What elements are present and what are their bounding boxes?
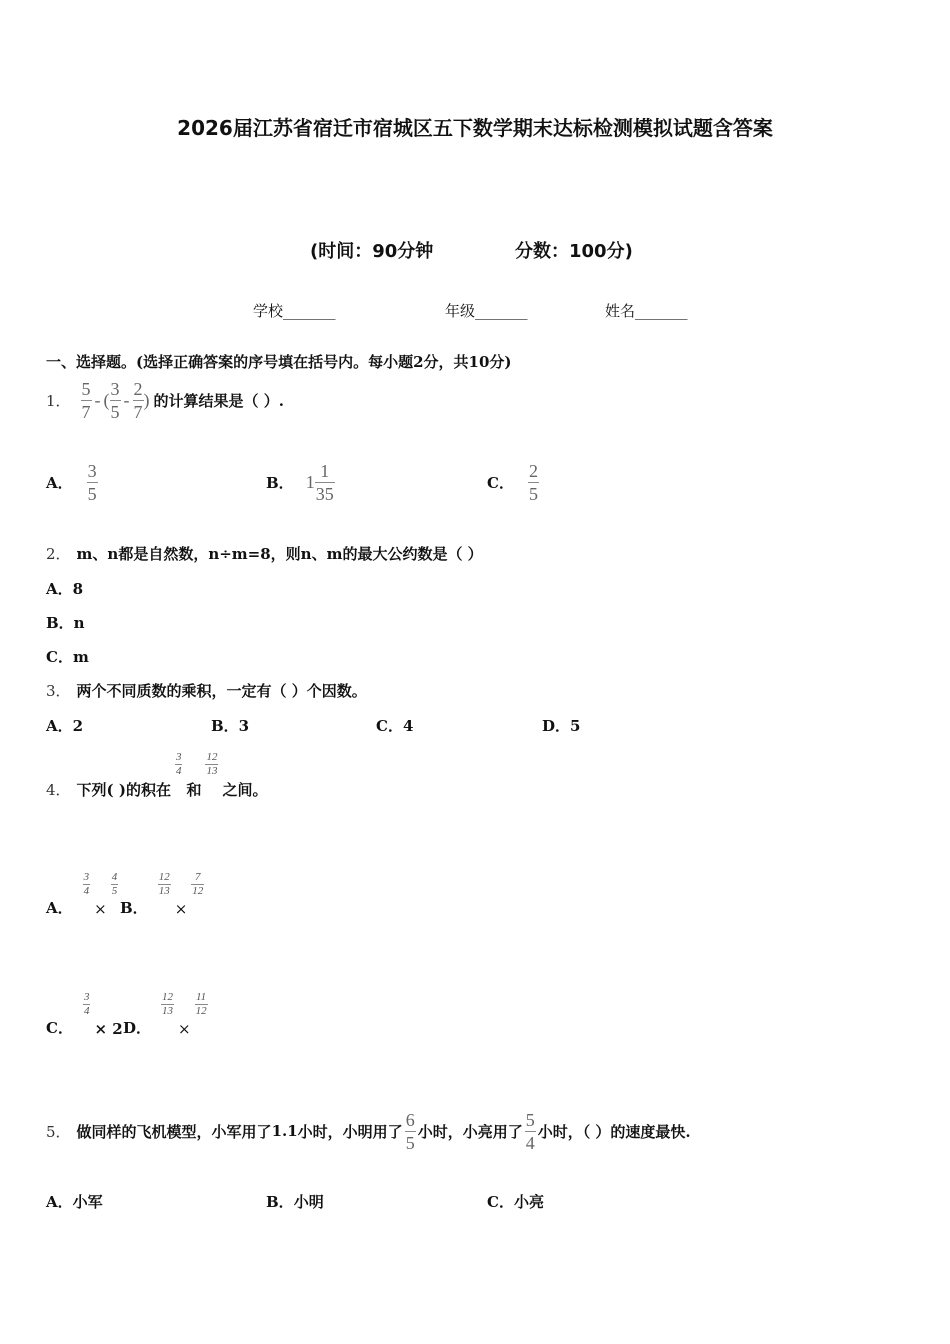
question-stem: m、n都是自然数，n÷m=8，则n、m的最大公约数是（ ）	[76, 545, 483, 563]
question-number: 1．	[46, 391, 71, 410]
fraction: $\frac{5}{4}$	[525, 1109, 535, 1153]
fraction: $\frac{1}{35}$	[315, 460, 334, 504]
fraction: $\frac{2}{7}$	[133, 378, 143, 422]
option-b[interactable]: B．3	[211, 717, 250, 735]
option-label: A．	[46, 473, 73, 492]
option-text: 小明	[293, 1193, 324, 1211]
option-b[interactable]	[120, 872, 204, 922]
times-sign: ×	[174, 900, 188, 918]
option-label: A．	[46, 1193, 73, 1211]
fraction: $\frac{11}{12}$	[195, 991, 207, 1017]
option-b[interactable]	[266, 1191, 324, 1212]
question-5	[46, 1106, 691, 1156]
question-stem: 和	[186, 781, 202, 799]
times-sign: ×	[94, 900, 107, 918]
option-label: B．	[120, 899, 148, 917]
fraction: $\frac{12}{13}$	[206, 751, 218, 777]
question-number: 4．	[46, 781, 71, 799]
exam-score: 分数：100分)	[515, 241, 633, 262]
question-stem: 做同样的飞机模型，小军用了	[76, 1122, 272, 1141]
fraction: $\frac{2}{5}$	[528, 460, 538, 504]
exam-time: (时间：90分钟	[310, 241, 434, 262]
fraction: $\frac{12}{13}$	[162, 991, 174, 1017]
grade-field: 年级_______	[445, 302, 528, 320]
mixed-whole: 1	[305, 471, 315, 492]
question-stem: 小时，（ ）的速度最快.	[537, 1122, 691, 1141]
question-1	[46, 376, 284, 424]
option-text: 小军	[72, 1193, 103, 1211]
school-field: 学校_______	[253, 302, 336, 320]
option-a[interactable]	[46, 458, 98, 506]
option-a[interactable]	[46, 872, 118, 922]
option-label: C．	[487, 1193, 514, 1211]
question-stem: 小时，小亮用了	[417, 1122, 523, 1141]
fraction: $\frac{4}{5}$	[111, 871, 118, 897]
option-b[interactable]: B．n	[46, 614, 85, 632]
fraction: $\frac{5}{7}$	[81, 378, 91, 422]
option-c[interactable]: C．4	[376, 717, 414, 735]
fraction: $\frac{3}{4}$	[83, 871, 90, 897]
section-heading: 一、选择题。(选择正确答案的序号填在括号内。每小题2分，共10分)	[46, 353, 512, 371]
fraction: $\frac{3}{5}$	[110, 378, 120, 422]
question-number: 5．	[46, 1122, 71, 1141]
option-b[interactable]	[266, 458, 335, 506]
option-label: B．	[266, 1193, 294, 1211]
question-4	[46, 752, 268, 808]
option-c[interactable]	[487, 1191, 544, 1212]
option-label: B．	[266, 473, 294, 492]
left-paren: (	[103, 389, 110, 410]
question-2	[46, 543, 483, 564]
question-stem: 之间。	[222, 781, 268, 799]
option-d[interactable]	[123, 992, 208, 1042]
fraction: $\frac{12}{13}$	[158, 871, 170, 897]
fraction: $\frac{3}{4}$	[83, 991, 90, 1017]
question-stem: 的计算结果是（ ）.	[153, 391, 284, 410]
document-title: 2026届江苏省宿迁市宿城区五下数学期末达标检测模拟试题含答案	[177, 116, 773, 140]
option-label: D．	[123, 1019, 152, 1037]
option-label: A．	[46, 899, 73, 917]
option-text: 小亮	[513, 1193, 544, 1211]
times-sign: ×	[178, 1020, 191, 1038]
option-c[interactable]: C．m	[46, 648, 89, 666]
option-a[interactable]	[46, 1191, 103, 1212]
option-a[interactable]: A．8	[46, 580, 84, 598]
times-sign: × 2	[94, 1020, 123, 1038]
question-stem: 小时，小明用了	[297, 1122, 403, 1141]
right-paren: )	[143, 389, 150, 410]
fraction: $\frac{7}{12}$	[192, 871, 204, 897]
option-label: C．	[487, 473, 514, 492]
question-number: 2．	[46, 545, 71, 563]
option-a[interactable]: A．2	[46, 717, 84, 735]
option-c[interactable]	[487, 458, 539, 506]
option-label: C．	[46, 1019, 73, 1037]
fraction: $\frac{6}{5}$	[405, 1109, 415, 1153]
fraction: $\frac{3}{5}$	[87, 460, 97, 504]
question-stem: 下列( )的积在	[76, 781, 171, 799]
time-value: 1.1	[271, 1122, 298, 1140]
question-3	[46, 680, 367, 701]
option-d[interactable]: D．5	[542, 717, 581, 735]
minus-sign: -	[94, 389, 101, 410]
fraction: $\frac{3}{4}$	[175, 751, 182, 777]
name-field: 姓名_______	[605, 302, 688, 320]
question-stem: 两个不同质数的乘积，一定有（ ）个因数。	[76, 682, 367, 700]
question-number: 3．	[46, 682, 71, 700]
option-c[interactable]	[46, 992, 123, 1042]
minus-sign: -	[123, 389, 130, 410]
